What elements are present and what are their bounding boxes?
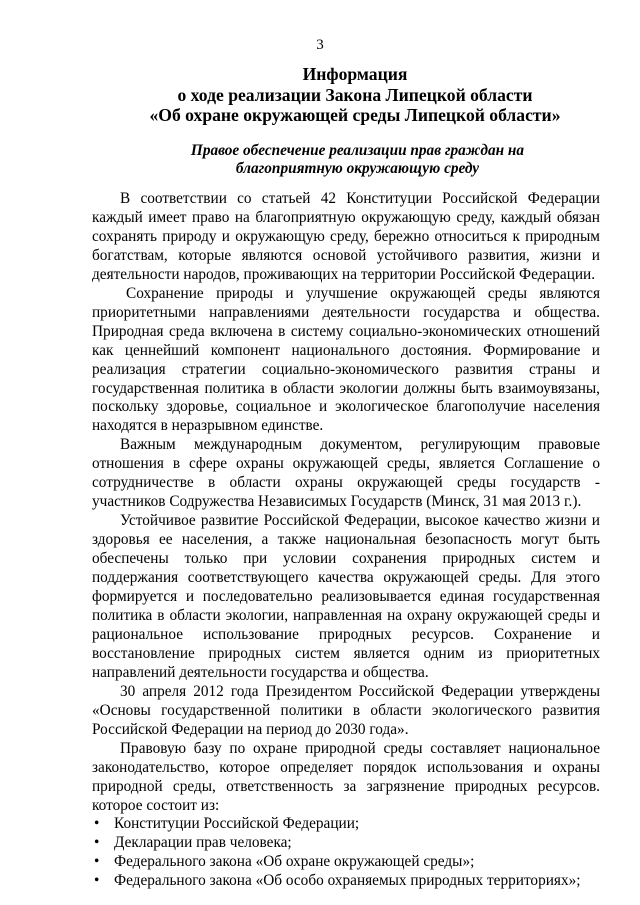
paragraph-constitution [92, 190, 600, 285]
text-line: законодательство, которое определяет порядок использования и охраны [92, 758, 600, 776]
text-line: государственная политика в области экологии должны быть взаимоувязаны, [92, 379, 600, 397]
text-line: отношения в сфере охраны окружающей среды, является Соглашение о [92, 455, 600, 473]
text-line: обеспечены только при условии сохранения природных систем и [92, 550, 600, 568]
text-line: как ценнейший компонент национального достояния. Формирование и [92, 341, 600, 359]
legislation-list [92, 815, 600, 891]
subtitle-line: Правое обеспечение реализации прав граждан на [190, 142, 525, 159]
text-line: Природная среда включена в систему социально-экономических отношений [92, 322, 600, 340]
text-line: поддержания соответствующего качества окружающей среды. Для этого [92, 569, 600, 587]
text-line: Правовую базу по охране природной среды составляет национальное [120, 739, 600, 757]
text-line: каждый имеет право на благоприятную окружающую среду, каждый обязан [92, 208, 600, 226]
list-item-text: Федерального закона «Об охране окружающей среды»; [114, 853, 475, 871]
title-line: «Об охране окружающей среды Липецкой области» [149, 105, 561, 125]
text-line: богатствам, которые являются основой устойчивого развития, жизни и [92, 246, 600, 264]
list-item-text: Декларации прав человека; [114, 834, 292, 852]
text-line: 30 апреля 2012 года Президентом Российской Федерации утверждены [120, 682, 600, 700]
paragraph-presidential-decree [92, 683, 600, 740]
list-item-text: Федерального закона «Об особо охраняемых природных территориях»; [114, 872, 581, 890]
text-line: которое состоит из: [92, 796, 220, 814]
list-item [92, 815, 600, 834]
text-line: реализация стратегии социально-экономического развития страны и [92, 360, 600, 378]
text-line: участников Содружества Независимых Государств (Минск, 31 мая 2013 г.). [92, 493, 582, 511]
page-number: 3 [316, 37, 324, 53]
text-line: направлений деятельности государства и общества. [92, 663, 429, 681]
text-line: сохранять природу и окружающую среду, бережно относиться к природным [92, 227, 600, 245]
list-item [92, 853, 600, 872]
text-line: приоритетными направлениями деятельности государства и общества. [92, 303, 600, 321]
list-item-text: Конституции Российской Федерации; [114, 815, 360, 833]
paragraph-legal-base [92, 740, 600, 816]
text-line: «Основы государственной политики в области экологического развития [92, 701, 600, 719]
paragraph-nature-preservation [92, 285, 600, 437]
bullet-icon: • [94, 834, 100, 852]
text-line: природной среды, ответственность за загрязнение природных ресурсов. [92, 777, 600, 795]
section-subtitle [140, 142, 575, 178]
text-line: политика в области экологии, направленная на охрану окружающей среды и [92, 606, 600, 624]
text-line: деятельности народов, проживающих на территории Российской Федерации. [92, 265, 596, 283]
text-line: В соответствии со статьей 42 Конституции Российской Федерации [120, 190, 600, 207]
paragraph-sustainable-development [92, 512, 600, 683]
paragraph-international-agreement [92, 436, 600, 512]
title-line: Информация [302, 64, 408, 84]
text-line: рациональное использование природных ресурсов. Сохранение и [92, 625, 600, 643]
bullet-icon: • [94, 815, 100, 833]
document-title [90, 64, 620, 126]
text-line: Важным международным документом, регулирующим правовые [120, 436, 600, 454]
text-line: формируется и последовательно реализовывается единая государственная [92, 588, 600, 606]
text-line: сотрудничестве в области охраны окружающей среды государств - [92, 474, 600, 492]
bullet-icon: • [94, 853, 100, 871]
text-line: восстановление природных систем является одним из приоритетных [92, 644, 600, 662]
text-line: здоровья ее населения, а также национальная безопасность могут быть [92, 531, 600, 549]
document-body [92, 190, 600, 891]
text-line: Сохранение природы и улучшение окружающей среды являются [126, 284, 600, 302]
text-line: Устойчивое развитие Российской Федерации, высокое качество жизни и [120, 512, 600, 530]
title-line: о ходе реализации Закона Липецкой области [177, 84, 533, 105]
subtitle-line: благоприятную окружающую среду [235, 160, 480, 177]
text-line: поскольку здоровье, социальное и экологическое благополучие населения [92, 398, 600, 416]
bullet-icon: • [94, 872, 100, 890]
list-item [92, 872, 600, 891]
list-item [92, 834, 600, 853]
text-line: Российской Федерации на период до 2030 года». [92, 720, 409, 738]
text-line: находятся в неразрывном единстве. [92, 417, 324, 435]
